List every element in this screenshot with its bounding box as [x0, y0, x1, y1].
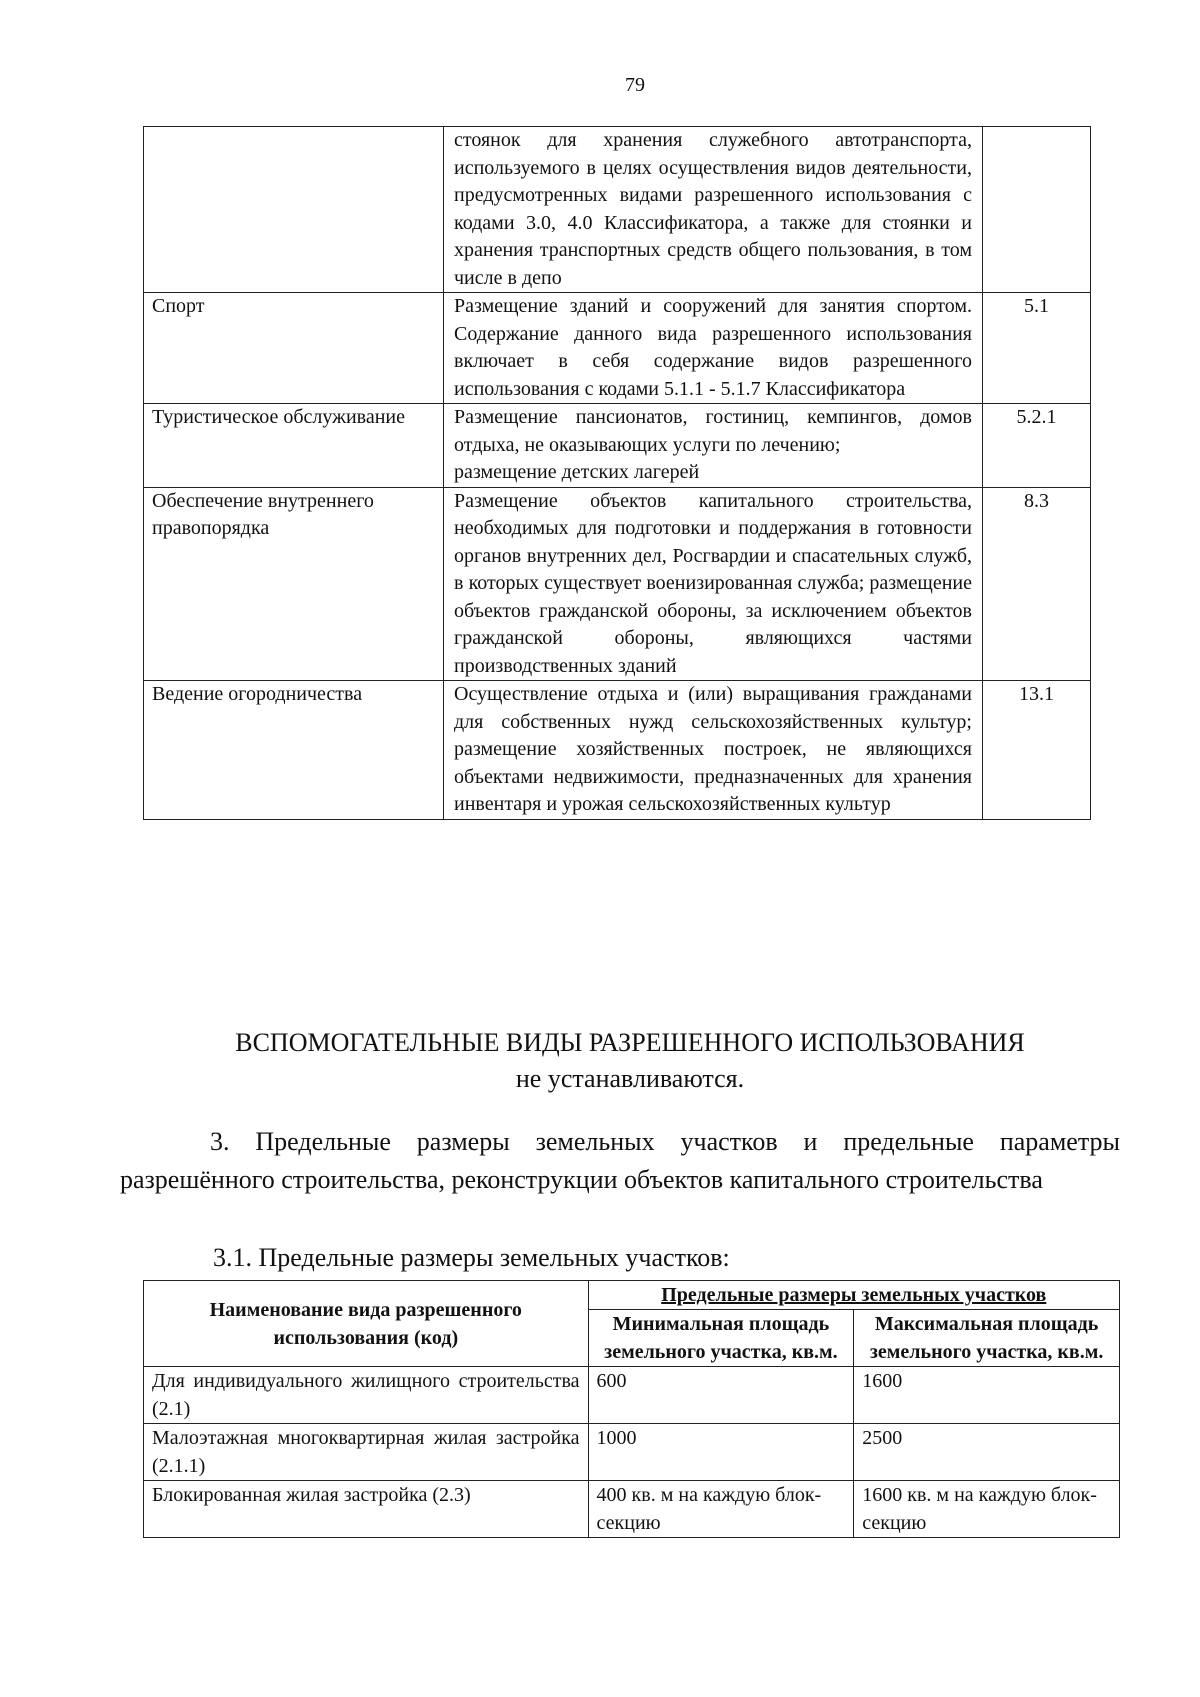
use-name: Спорт: [144, 293, 444, 404]
header-use-name: Наименование вида разрешенного использования (код): [144, 1281, 589, 1367]
table-row: [144, 1481, 1120, 1538]
use-description-extra: размещение детских лагерей: [454, 461, 700, 483]
table-header-row: [144, 1281, 1120, 1310]
header-min-area: Минимальная площадь земельного участка, кв.м.: [588, 1310, 854, 1367]
section-3-text: 3. Предельные размеры земельных участков и предельные параметры разрешённого строительства, реконструкции объектов капитального строительства: [120, 1127, 1120, 1194]
min-area: 600: [588, 1367, 854, 1424]
use-description: Осуществление отдыха и (или) выращивания гражданами для собственных нужд сельскохозяйственных культур; размещение хозяйственных построек, не являющихся объектами недвижимости, предназначенных для хранения инвентаря и урожая сельскохозяйственных культур: [444, 681, 983, 820]
auxiliary-uses-status: не устанавливаются.: [515, 1064, 745, 1093]
table-row: [144, 1367, 1120, 1424]
permitted-use-table: [143, 126, 1091, 820]
section-3-paragraph: [120, 1123, 1120, 1199]
size-use-name: Малоэтажная многоквартирная жилая застройка (2.1.1): [144, 1424, 589, 1481]
use-code: 5.2.1: [983, 404, 1091, 488]
page-number: 79: [625, 74, 645, 96]
section-3-1-heading: 3.1. Предельные размеры земельных участков:: [213, 1243, 730, 1272]
min-area: 400 кв. м на каждую блок-секцию: [588, 1481, 854, 1538]
use-code: 5.1: [983, 293, 1091, 404]
max-area: 1600: [854, 1367, 1120, 1424]
use-description: Размещение объектов капитального строительства, необходимых для подготовки и поддержания в готовности органов внутренних дел, Росгвардии и спасательных служб, в которых существует военизированная служба; размещение объектов гражданской обороны, за исключением объектов гражданской обороны, являющихся частями производственных зданий: [444, 487, 983, 681]
max-area: 1600 кв. м на каждую блок-секцию: [854, 1481, 1120, 1538]
min-area: 1000: [588, 1424, 854, 1481]
use-name: Обеспечение внутреннего правопорядка: [144, 487, 444, 681]
use-description: Размещение зданий и сооружений для занятия спортом. Содержание данного вида разрешенного использования включает в себя содержание видов разрешенного использования с кодами 5.1.1 - 5.1.7 Классификатора: [444, 293, 983, 404]
table-row: [144, 487, 1091, 681]
use-name: [144, 127, 444, 293]
size-use-name: Для индивидуального жилищного строительства (2.1): [144, 1367, 589, 1424]
table-row: [144, 404, 1091, 488]
header-size-group: Предельные размеры земельных участков: [588, 1281, 1119, 1310]
auxiliary-uses-title: ВСПОМОГАТЕЛЬНЫЕ ВИДЫ РАЗРЕШЕННОГО ИСПОЛЬЗОВАНИЯ: [235, 1028, 1025, 1057]
header-max-area: Максимальная площадь земельного участка, кв.м.: [854, 1310, 1120, 1367]
use-code: [983, 127, 1091, 293]
use-name: Туристическое обслуживание: [144, 404, 444, 488]
max-area: 2500: [854, 1424, 1120, 1481]
use-description: Размещение пансионатов, гостиниц, кемпингов, домов отдыха, не оказывающих услуги по лечению;: [454, 406, 972, 456]
table-row: [144, 1424, 1120, 1481]
use-description: стоянок для хранения служебного автотранспорта, используемого в целях осуществления видов деятельности, предусмотренных видами разрешенного использования с кодами 3.0, 4.0 Классификатора, а также для стоянки и хранения транспортных средств общего пользования, в том числе в депо: [444, 127, 983, 293]
use-code: 13.1: [983, 681, 1091, 820]
use-code: 8.3: [983, 487, 1091, 681]
table-row: [144, 127, 1091, 293]
auxiliary-uses-heading: [120, 1025, 1140, 1097]
plot-size-table: [143, 1280, 1120, 1538]
table-row: [144, 681, 1091, 820]
use-description-cell: [444, 404, 983, 488]
size-use-name: Блокированная жилая застройка (2.3): [144, 1481, 589, 1538]
use-name: Ведение огородничества: [144, 681, 444, 820]
table-row: [144, 293, 1091, 404]
